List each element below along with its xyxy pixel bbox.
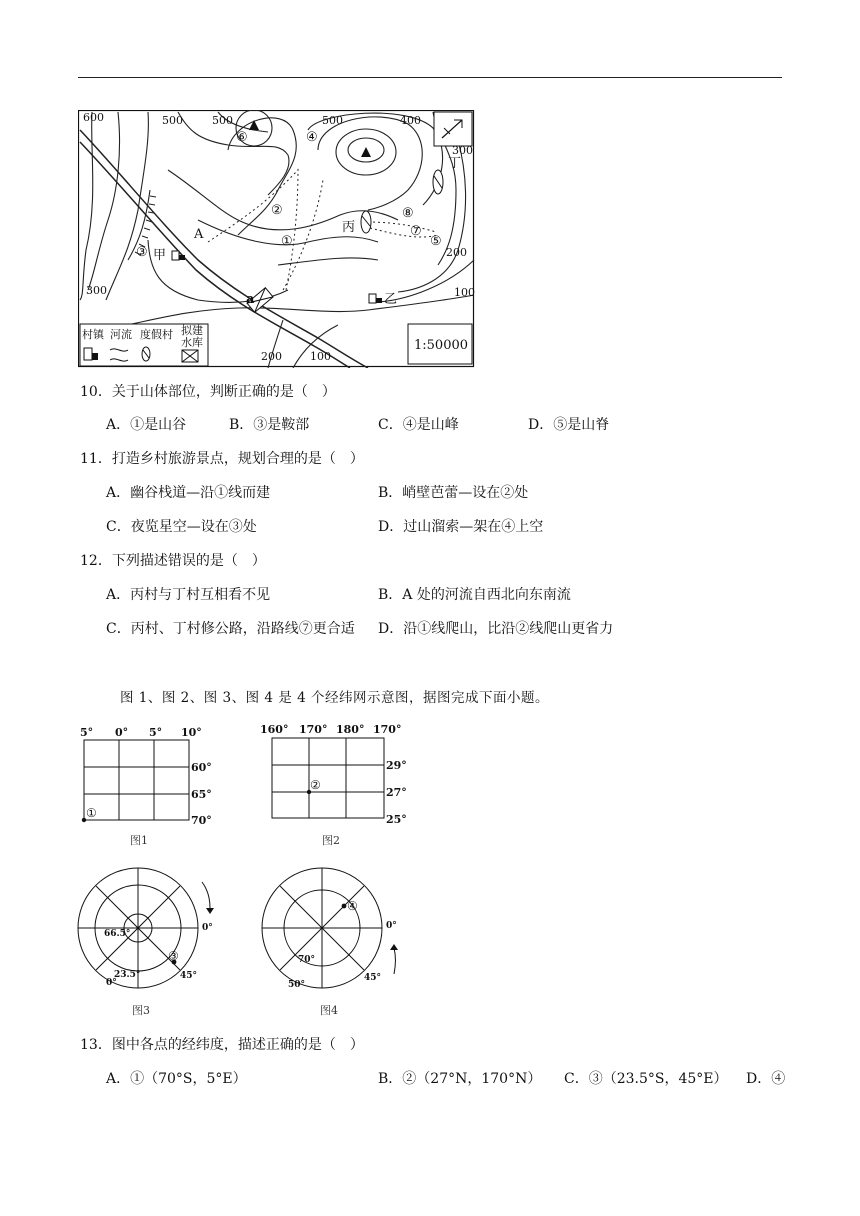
contour-label: 300: [452, 144, 473, 157]
fig2-top-label: 180°: [336, 723, 365, 736]
fig2-caption: 图2: [322, 834, 340, 847]
q12-option-a[interactable]: A．丙村与丁村互相看不见: [106, 587, 271, 603]
q12-option-c[interactable]: C．丙村、丁村修公路，沿路线⑦更合适: [106, 621, 355, 637]
contour-label: 500: [162, 114, 183, 127]
figure-3-polar: [74, 856, 224, 1022]
fig3-caption: 图3: [132, 1004, 150, 1017]
q11-option-d[interactable]: D．过山溜索—架在④上空: [378, 519, 544, 535]
fig3-point-3: ③: [168, 949, 179, 963]
q10-option-c[interactable]: C．④是山峰: [378, 417, 459, 433]
legend-resort-label: 度假村: [140, 328, 173, 341]
point-3: ③: [136, 245, 148, 260]
fig1-point-1: ①: [86, 806, 97, 820]
fig4-point-4: ④: [347, 899, 358, 913]
legend-village-label: 村镇: [82, 328, 104, 341]
q10-option-a[interactable]: A．①是山谷: [106, 417, 187, 433]
point-6: ⑥: [236, 130, 248, 145]
q12-option-d[interactable]: D．沿①线爬山，比沿②线爬山更省力: [378, 621, 614, 637]
fig2-right-label: 25°: [386, 813, 407, 826]
village-jia-label: 甲: [153, 248, 167, 263]
contour-label: 300: [86, 284, 107, 297]
fig4-label: 50°: [288, 980, 306, 990]
q12-option-b[interactable]: B．A 处的河流自西北向东南流: [378, 587, 571, 603]
fig2-right-label: 27°: [386, 786, 407, 799]
figure-1-grid: [78, 724, 218, 848]
point-4: ④: [306, 130, 318, 145]
header-rule: [78, 77, 782, 78]
fig1-top-label: 0°: [115, 726, 129, 739]
q10-option-b[interactable]: B．③是鞍部: [229, 417, 310, 433]
fig4-label: 45°: [364, 973, 382, 983]
point-2: ②: [271, 203, 283, 218]
fig1-right-label: 65°: [191, 788, 212, 801]
fig1-caption: 图1: [130, 834, 148, 847]
contour-label: 200: [261, 350, 282, 363]
fig2-top-label: 160°: [260, 723, 289, 736]
river-a-label: A: [194, 227, 204, 242]
point-1: ①: [281, 234, 293, 249]
legend-reservoir-label-2: 水库: [181, 336, 203, 349]
q13-option-c[interactable]: C．③（23.5°S，45°E）: [564, 1071, 728, 1087]
q11-option-b[interactable]: B．峭壁芭蕾—设在②处: [378, 485, 529, 501]
contour-label: 500: [212, 114, 233, 127]
village-yi-label: 乙: [384, 292, 398, 307]
q13-option-b[interactable]: B．②（27°N，170°N）: [378, 1071, 542, 1087]
fig1-top-label: 5°: [149, 726, 163, 739]
contour-label: 400: [400, 114, 421, 127]
figure-4-polar: [254, 856, 414, 1022]
legend-reservoir-label-1: 拟建: [181, 324, 203, 337]
point-5: ⑤: [430, 234, 442, 249]
q13-option-d[interactable]: D．④: [746, 1071, 786, 1087]
fig2-top-label: 170°: [373, 723, 402, 736]
question-13-stem: 13．图中各点的经纬度，描述正确的是（ ）: [80, 1037, 364, 1053]
q10-option-d[interactable]: D．⑤是山脊: [528, 417, 610, 433]
fig4-caption: 图4: [320, 1004, 338, 1017]
q11-option-a[interactable]: A．幽谷栈道—沿①线而建: [106, 485, 271, 501]
village-ding-label: 丁: [448, 156, 462, 171]
fig3-label: 0°: [202, 923, 213, 933]
fig2-right-label: 29°: [386, 759, 407, 772]
fig3-label: 0°: [106, 978, 117, 988]
fig1-top-label: 10°: [181, 726, 202, 739]
q11-option-c[interactable]: C．夜览星空—设在③处: [106, 519, 257, 535]
fig1-top-label: 5°: [80, 726, 94, 739]
fig4-label: 0°: [386, 921, 397, 931]
contour-label: 100: [454, 286, 475, 299]
fig2-point-2: ②: [310, 778, 321, 792]
point-7: ⑦: [410, 224, 422, 239]
figure-2-grid: [258, 720, 418, 848]
contour-label: 600: [83, 111, 104, 124]
fig3-label: 45°: [180, 971, 198, 981]
map-scale: 1:50000: [414, 338, 469, 353]
section-intro: 图 1、图 2、图 3、图 4 是 4 个经纬网示意图，据图完成下面小题。: [120, 690, 549, 706]
fig3-label: 23.5°: [114, 970, 141, 980]
fig1-right-label: 70°: [191, 814, 212, 827]
question-11-stem: 11．打造乡村旅游景点，规划合理的是（ ）: [80, 451, 364, 467]
question-12-stem: 12．下列描述错误的是（ ）: [80, 553, 266, 569]
contour-label: 500: [322, 114, 343, 127]
topographic-map: [78, 110, 475, 368]
dam-a-label: a: [246, 292, 255, 307]
q13-option-a[interactable]: A．①（70°S，5°E）: [106, 1071, 247, 1087]
fig3-label: 66.5°: [104, 929, 131, 939]
fig2-top-label: 170°: [299, 723, 328, 736]
village-bing-label: 丙: [342, 220, 356, 235]
fig1-right-label: 60°: [191, 761, 212, 774]
contour-label: 200: [446, 246, 467, 259]
question-10-stem: 10．关于山体部位，判断正确的是（ ）: [80, 384, 336, 400]
legend-river-label: 河流: [110, 328, 132, 341]
point-8: ⑧: [402, 206, 414, 221]
fig4-label: 70°: [298, 955, 316, 965]
contour-label: 100: [310, 350, 331, 363]
